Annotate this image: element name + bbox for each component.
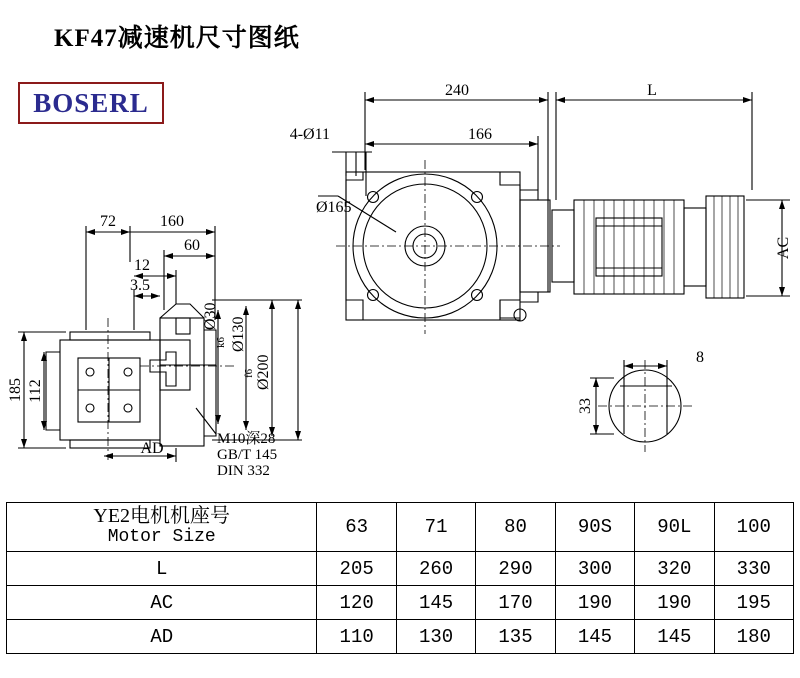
table-cell: 170 (476, 586, 555, 620)
dim-4xD11: 4-Ø11 (289, 126, 330, 143)
dim-33: 33 (577, 398, 594, 414)
table-header-size: 71 (396, 503, 475, 552)
table-row (7, 586, 794, 620)
table-cell: 145 (396, 586, 475, 620)
dim-12: 12 (134, 257, 150, 274)
table-row (7, 552, 794, 586)
table-cell: 190 (555, 586, 634, 620)
table-header-label-en: Motor Size (107, 527, 216, 547)
brand-logo-text: BOSERL (33, 88, 149, 118)
table-cell: 290 (476, 552, 555, 586)
table-cell: 145 (635, 620, 714, 654)
table-header-size: 90S (555, 503, 634, 552)
dim-72: 72 (100, 213, 116, 230)
note-M10: M10深28 (217, 431, 276, 447)
dim-240: 240 (445, 82, 469, 99)
table-row-header (7, 503, 794, 552)
dim-8: 8 (696, 349, 704, 366)
dim-AC-right: AC (775, 236, 792, 260)
dim-D130f6-sub: f6 (243, 368, 255, 378)
table-cell: 130 (396, 620, 475, 654)
page-title: KF47减速机尺寸图纸 (54, 25, 300, 52)
dim-AD-left: AD (140, 440, 164, 457)
motor-size-table (6, 502, 794, 654)
dim-D200: Ø200 (255, 354, 272, 390)
table-cell: 330 (714, 552, 793, 586)
table-cell: 180 (714, 620, 793, 654)
dim-185: 185 (7, 378, 24, 402)
dim-D30k6-sub: k6 (215, 337, 227, 348)
table-header-label-cn: YE2电机机座号 (93, 505, 231, 527)
table-cell: 320 (635, 552, 714, 586)
dim-D130f6: Ø130 (230, 316, 247, 352)
table-row-label: AD (7, 620, 317, 654)
table-header-size: 100 (714, 503, 793, 552)
dim-60: 60 (184, 237, 200, 254)
dim-160: 160 (160, 213, 184, 230)
note-GBT145: GB/T 145 (217, 447, 278, 463)
table-row-label: AC (7, 586, 317, 620)
table-cell: 195 (714, 586, 793, 620)
table-cell: 120 (317, 586, 396, 620)
dim-112: 112 (27, 379, 44, 403)
dim-L-top: L (647, 82, 657, 99)
note-DIN332: DIN 332 (217, 463, 270, 479)
table-cell: 260 (396, 552, 475, 586)
table-row (7, 620, 794, 654)
table-cell: 135 (476, 620, 555, 654)
table-header-size: 63 (317, 503, 396, 552)
dim-3-5: 3.5 (130, 277, 150, 294)
table-header-size: 90L (635, 503, 714, 552)
table-row-label: L (7, 552, 317, 586)
dim-166: 166 (468, 126, 492, 143)
table-cell: 300 (555, 552, 634, 586)
table-cell: 205 (317, 552, 396, 586)
table-header-label (7, 503, 317, 552)
dim-D30k6: Ø30 (202, 302, 219, 330)
dim-D165: Ø165 (316, 199, 352, 216)
table-cell: 190 (635, 586, 714, 620)
table-cell: 145 (555, 620, 634, 654)
table-cell: 110 (317, 620, 396, 654)
table-header-size: 80 (476, 503, 555, 552)
